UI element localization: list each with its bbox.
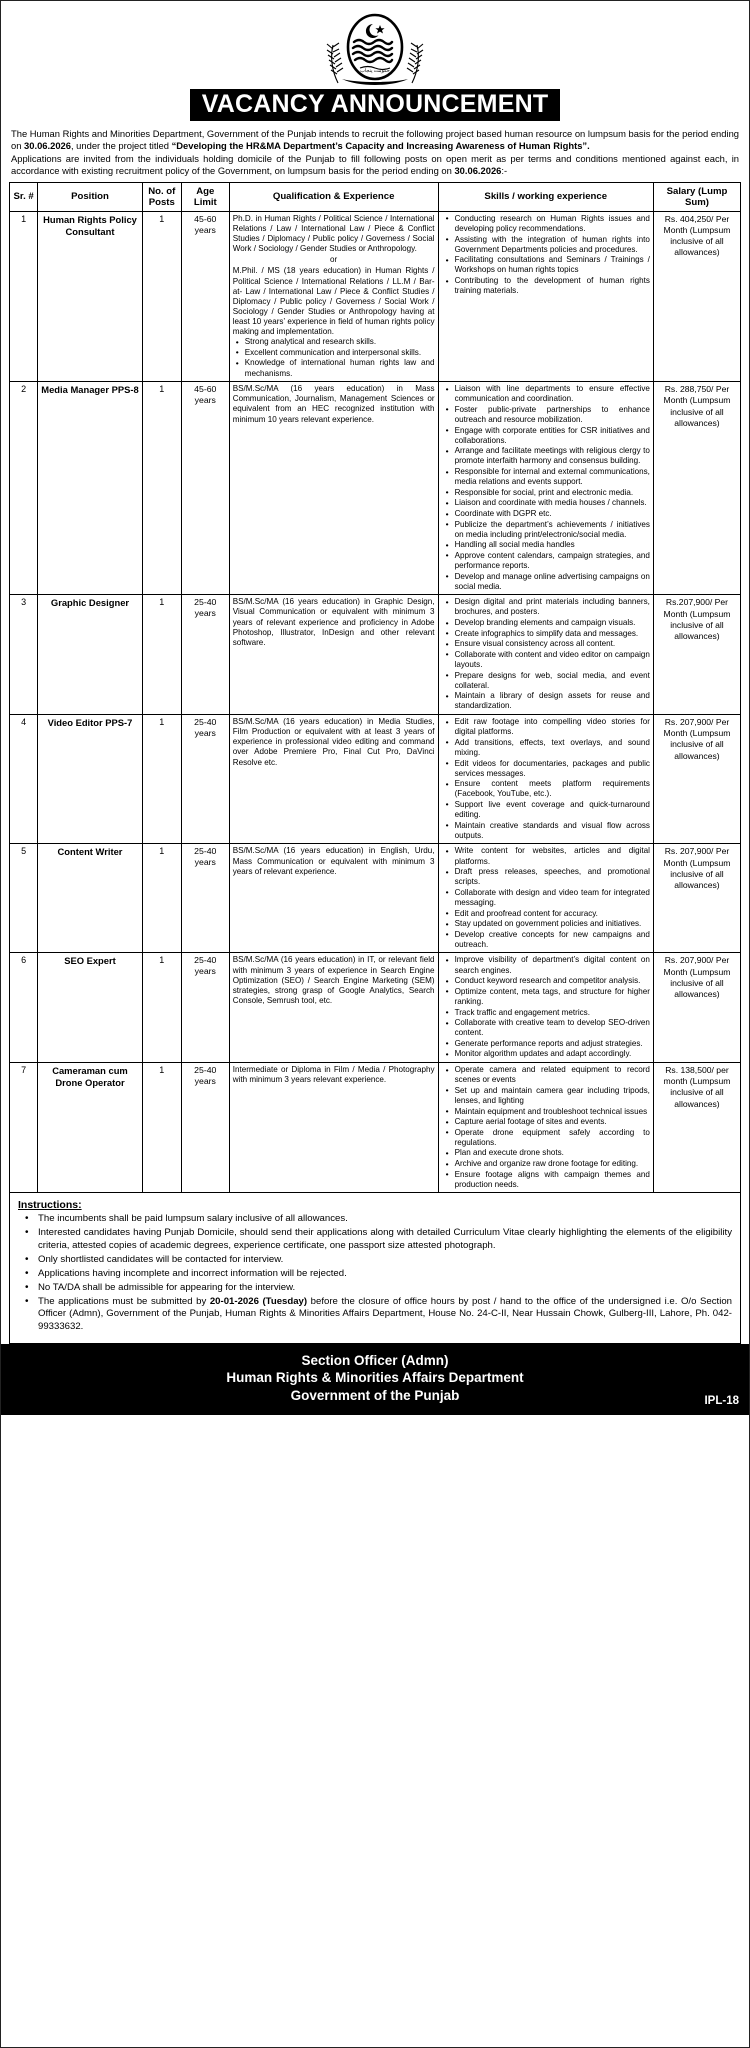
skills-bullet: • Maintain equipment and troubleshoot technical issues [450,1107,650,1117]
intro-paragraph-2 [11,153,739,177]
deadline-date: 20-01-2026 (Tuesday) [209,1295,308,1307]
instruction-item: • Interested candidates having Punjab Domicile, should send their applications along with detailed Curriculum Vitae clearly highlighting the elements of the eligibility criteria, attested copies of academic degrees, experience certificate, one passport size attested photograph. [36,1227,732,1252]
cell-posts: 1 [142,844,181,953]
footer-line-3: Government of the Punjab [290,1388,460,1404]
skills-bullet: • Edit videos for documentaries, packages and public services messages. [450,759,650,779]
intro-p1-a: The Human Rights and Minorities Department, Government of the Punjab intends to recruit the following project based human resource on lumpsum basis for the period ending on [11,128,739,152]
skills-bullet: • Foster public-private partnerships to enhance outreach and resource mobilization. [450,405,650,425]
qualification-paragraph: BS/M.Sc/MA (16 years education) in Media Studies, Film Production or equivalent with at least 3 years of experience in professional video editing and command over Adobe Premiere Pro, Final Cut Pro, DaVinci Resolve etc. [232,717,435,767]
skills-bullet: • Add transitions, effects, text overlays, and sound mixing. [450,738,650,758]
instruction-item: • No TA/DA shall be admissible for appearing for the interview. [36,1282,732,1294]
table-row [10,211,741,381]
qualification-paragraph: Intermediate or Diploma in Film / Media / Photography with minimum 3 years relevant experience. [232,1065,435,1085]
cell-age: 45-60 years [181,211,229,381]
cell-salary: Rs. 138,500/ per month (Lumpsum inclusive of all allowances) [653,1063,740,1193]
vacancy-table [9,182,741,1194]
cell-skills [438,382,653,595]
cell-position: Content Writer [38,844,142,953]
skills-bullet: • Create infographics to simplify data and messages. [450,629,650,639]
cell-salary: Rs. 207,900/ Per Month (Lumpsum inclusive of all allowances) [653,953,740,1063]
skills-bullet: • Capture aerial footage of sites and events. [450,1117,650,1127]
skills-bullet: • Develop branding elements and campaign visuals. [450,618,650,628]
intro-text [9,128,741,177]
cell-posts: 1 [142,211,181,381]
skills-bullet: • Liaison with line departments to ensure effective communication and coordination. [450,384,650,404]
skills-bullet: • Liaison and coordinate with media houses / channels. [450,498,650,508]
footer-line-2: Human Rights & Minorities Affairs Department [226,1370,524,1386]
skills-bullet: • Improve visibility of department’s digital content on search engines. [450,955,650,975]
skills-bullet-list [442,955,650,1059]
skills-bullet-list [442,1065,650,1190]
skills-bullet-list [442,717,650,841]
intro-p2-a: Applications are invited from the individuals holding domicile of the Punjab to fill following posts on open merit as per terms and conditions mentioned against each, in accordance with existing recruitment policy of the Government, on lumpsum basis for the period ending on [11,152,739,176]
skills-bullet: • Archive and organize raw drone footage for editing. [450,1159,650,1169]
deadline-prefix: The applications must be submitted by [38,1295,210,1307]
skills-bullet: • Support live event coverage and quick-turnaround editing. [450,800,650,820]
header-no-of-posts: No. of Posts [142,182,181,211]
cell-salary: Rs. 207,900/ Per Month (Lumpsum inclusive of all allowances) [653,715,740,844]
qualification-bullet: • Strong analytical and research skills. [240,337,435,347]
skills-bullet: • Monitor algorithm updates and adapt accordingly. [450,1049,650,1059]
skills-bullet: • Develop creative concepts for new campaigns and outreach. [450,930,650,950]
crest-emblem-icon [300,13,450,87]
cell-posts: 1 [142,715,181,844]
cell-age: 25-40 years [181,1063,229,1193]
page-title-band [9,89,741,121]
skills-bullet-list [442,384,650,592]
skills-bullet: • Collaborate with design and video team for integrated messaging. [450,888,650,908]
skills-bullet: • Handling all social media handles [450,540,650,550]
cell-sr: 2 [10,382,38,595]
table-header [10,182,741,211]
cell-salary: Rs.207,900/ Per Month (Lumpsum inclusive of all allowances) [653,595,740,715]
table-row [10,953,741,1063]
intro-p2-date: 30.06.2026 [454,164,502,176]
skills-bullet: • Develop and manage online advertising campaigns on social media. [450,572,650,592]
footer-line-1: Section Officer (Admn) [301,1352,449,1368]
cell-sr: 6 [10,953,38,1063]
cell-age: 45-60 years [181,382,229,595]
intro-p1-project: “Developing the HR&MA Department’s Capacity and Increasing Awareness of Human Rights”. [171,140,590,152]
table-row [10,715,741,844]
instruction-item: • Only shortlisted candidates will be contacted for interview. [36,1254,732,1266]
page-title: VACANCY ANNOUNCEMENT [190,89,561,121]
cell-age: 25-40 years [181,953,229,1063]
cell-position: SEO Expert [38,953,142,1063]
skills-bullet: • Ensure content meets platform requirements (Facebook, YouTube, etc.). [450,779,650,799]
cell-posts: 1 [142,382,181,595]
instructions-list [18,1213,732,1333]
header-skills: Skills / working experience [438,182,653,211]
qualification-paragraph: BS/M.Sc/MA (16 years education) in Graphic Design, Visual Communication or equivalent with minimum 3 years of relevant experience and proficiency in Adobe Photoshop, Illustrator, InDesign and other relevant software. [232,597,435,647]
skills-bullet: • Design digital and print materials including banners, brochures, and posters. [450,597,650,617]
cell-skills [438,211,653,381]
deadline-suffix: before the closure of office hours by post / hand to the office of the undersigned i.e. O/o Section Officer (Admn), Government of the Punjab, Human Rights & Minorities Affairs Department, House No. 24-C-II, Near Hussain Chowk, Gulberg-III, Lahore, Ph. 042-99333632. [38,1295,732,1332]
cell-salary: Rs. 207,900/ Per Month (Lumpsum inclusive of all allowances) [653,844,740,953]
skills-bullet: • Plan and execute drone shots. [450,1148,650,1158]
skills-bullet: • Track traffic and engagement metrics. [450,1008,650,1018]
cell-sr: 1 [10,211,38,381]
svg-text:حکومت پنجاب: حکومت پنجاب [360,68,390,74]
cell-qualification [229,595,438,715]
header-qualification: Qualification & Experience [229,182,438,211]
skills-bullet-list [442,597,650,711]
cell-qualification [229,844,438,953]
header-age-limit: Age Limit [181,182,229,211]
table-row [10,595,741,715]
cell-position: Media Manager PPS-8 [38,382,142,595]
cell-salary: Rs. 288,750/ Per Month (Lumpsum inclusive of all allowances) [653,382,740,595]
skills-bullet: • Responsible for internal and external communications, media relations and events support. [450,467,650,487]
instructions-title: Instructions: [18,1199,82,1212]
table-row [10,382,741,595]
skills-bullet-list [442,214,650,296]
intro-p2-b: :- [501,164,508,176]
qualification-bullet: • Knowledge of international human rights law and mechanisms. [240,358,435,378]
skills-bullet: • Approve content calendars, campaign strategies, and performance reports. [450,551,650,571]
skills-bullet: • Prepare designs for web, social media, and event collateral. [450,671,650,691]
cell-posts: 1 [142,595,181,715]
skills-bullet: • Facilitating consultations and Seminars / Trainings / Workshops on human rights topics [450,255,650,275]
punjab-government-crest [9,11,741,87]
skills-bullet: • Maintain creative standards and visual flow across outputs. [450,821,650,841]
qualification-bullet-list [233,337,435,378]
skills-bullet: • Maintain a library of design assets for reuse and standardization. [450,691,650,711]
qualification-bullet: • Excellent communication and interpersonal skills. [240,348,435,358]
cell-qualification [229,715,438,844]
footer-reference-code: IPL-18 [704,1395,739,1408]
cell-age: 25-40 years [181,715,229,844]
qualification-paragraph: Ph.D. in Human Rights / Political Science / International Relations / Law / International Law / Piece & Conflict Studies / Diplomacy / Public policy / Governess / Social Work / Sociology / Gender Studies or Anthropology. [232,213,435,254]
cell-skills [438,715,653,844]
cell-age: 25-40 years [181,844,229,953]
skills-bullet: • Optimize content, meta tags, and structure for higher ranking. [450,987,650,1007]
skills-bullet: • Responsible for social, print and electronic media. [450,488,650,498]
cell-skills [438,595,653,715]
header-sr: Sr. # [10,182,38,211]
skills-bullet: • Generate performance reports and adjust strategies. [450,1039,650,1049]
skills-bullet: • Draft press releases, speeches, and promotional scripts. [450,867,650,887]
skills-bullet: • Coordinate with DGPR etc. [450,509,650,519]
skills-bullet: • Publicize the department’s achievements / initiatives on media including print/electronic/social media. [450,520,650,540]
qualification-paragraph-alt: M.Phil. / MS (18 years education) in Human Rights / Political Science / International Relations / LL.M / Bar-at- Law / International Law / Piece & Conflict Studies / Diplomacy / Public policy / Governess / Social Work / Sociology / Gender Studies or Anthropology having at least 10 years’ experience in field of human rights policy making and implementation. [232,266,435,337]
cell-position: Graphic Designer [38,595,142,715]
skills-bullet: • Set up and maintain camera gear including tripods, lenses, and lighting [450,1086,650,1106]
instruction-item: • The incumbents shall be paid lumpsum salary inclusive of all allowances. [36,1213,732,1225]
cell-position: Cameraman cum Drone Operator [38,1063,142,1193]
cell-sr: 4 [10,715,38,844]
skills-bullet: • Edit and proofread content for accuracy. [450,909,650,919]
cell-qualification [229,382,438,595]
cell-skills [438,844,653,953]
cell-position: Video Editor PPS-7 [38,715,142,844]
cell-sr: 5 [10,844,38,953]
cell-sr: 7 [10,1063,38,1193]
skills-bullet: • Assisting with the integration of human rights into Government Departments policies and procedures. [450,235,650,255]
intro-paragraph-1 [11,128,739,152]
cell-qualification [229,1063,438,1193]
cell-sr: 3 [10,595,38,715]
qualification-or-separator: or [330,255,338,265]
skills-bullet: • Conduct keyword research and competitor analysis. [450,976,650,986]
skills-bullet: • Contributing to the development of human rights training materials. [450,276,650,296]
instructions-section [9,1193,741,1343]
header-salary: Salary (Lump Sum) [653,182,740,211]
skills-bullet: • Ensure footage aligns with campaign themes and production needs. [450,1170,650,1190]
cell-salary: Rs. 404,250/ Per Month (Lumpsum inclusive of all allowances) [653,211,740,381]
cell-posts: 1 [142,953,181,1063]
page-footer [1,1344,749,1415]
skills-bullet: • Ensure visual consistency across all content. [450,639,650,649]
cell-skills [438,953,653,1063]
table-header-row [10,182,741,211]
skills-bullet: • Operate camera and related equipment to record scenes or events [450,1065,650,1085]
skills-bullet: • Operate drone equipment safely according to regulations. [450,1128,650,1148]
qualification-paragraph: BS/M.Sc/MA (16 years education) in English, Urdu, Mass Communication or equivalent with minimum 3 years of relevant experience. [232,846,435,876]
skills-bullet: • Engage with corporate entities for CSR initiatives and collaborations. [450,426,650,446]
table-body [10,211,741,1192]
header-position: Position [38,182,142,211]
cell-qualification [229,953,438,1063]
skills-bullet: • Collaborate with creative team to develop SEO-driven content. [450,1018,650,1038]
instruction-item: • Applications having incomplete and incorrect information will be rejected. [36,1268,732,1280]
skills-bullet-list [442,846,650,950]
table-row [10,1063,741,1193]
intro-p1-b: , under the project titled [70,140,172,152]
cell-skills [438,1063,653,1193]
skills-bullet: • Write content for websites, articles and digital platforms. [450,846,650,866]
cell-qualification [229,211,438,381]
skills-bullet: • Edit raw footage into compelling video stories for digital platforms. [450,717,650,737]
intro-p1-date: 30.06.2026 [24,140,71,152]
cell-posts: 1 [142,1063,181,1193]
cell-age: 25-40 years [181,595,229,715]
qualification-paragraph: BS/M.Sc/MA (16 years education) in IT, or relevant field with minimum 3 years of experience in Search Engine Optimization (SEO) / Search Engine Marketing (SEM) strategies, strong grasp of Google Analytics, Search Console, Semrush tool, etc. [232,955,435,1005]
skills-bullet: • Conducting research on Human Rights issues and developing policy recommendations. [450,214,650,234]
instruction-item-deadline [36,1296,732,1333]
skills-bullet: • Arrange and facilitate meetings with religious clergy to promote interfaith harmony and consensus building. [450,446,650,466]
skills-bullet: • Collaborate with content and video editor on campaign layouts. [450,650,650,670]
skills-bullet: • Stay updated on government policies and initiatives. [450,919,650,929]
table-row [10,844,741,953]
cell-position: Human Rights Policy Consultant [38,211,142,381]
qualification-paragraph: BS/M.Sc/MA (16 years education) in Mass Communication, Journalism, Management Sciences or equivalent from an HEC recognized institution with minimum 10 years relevant experience. [232,384,435,424]
